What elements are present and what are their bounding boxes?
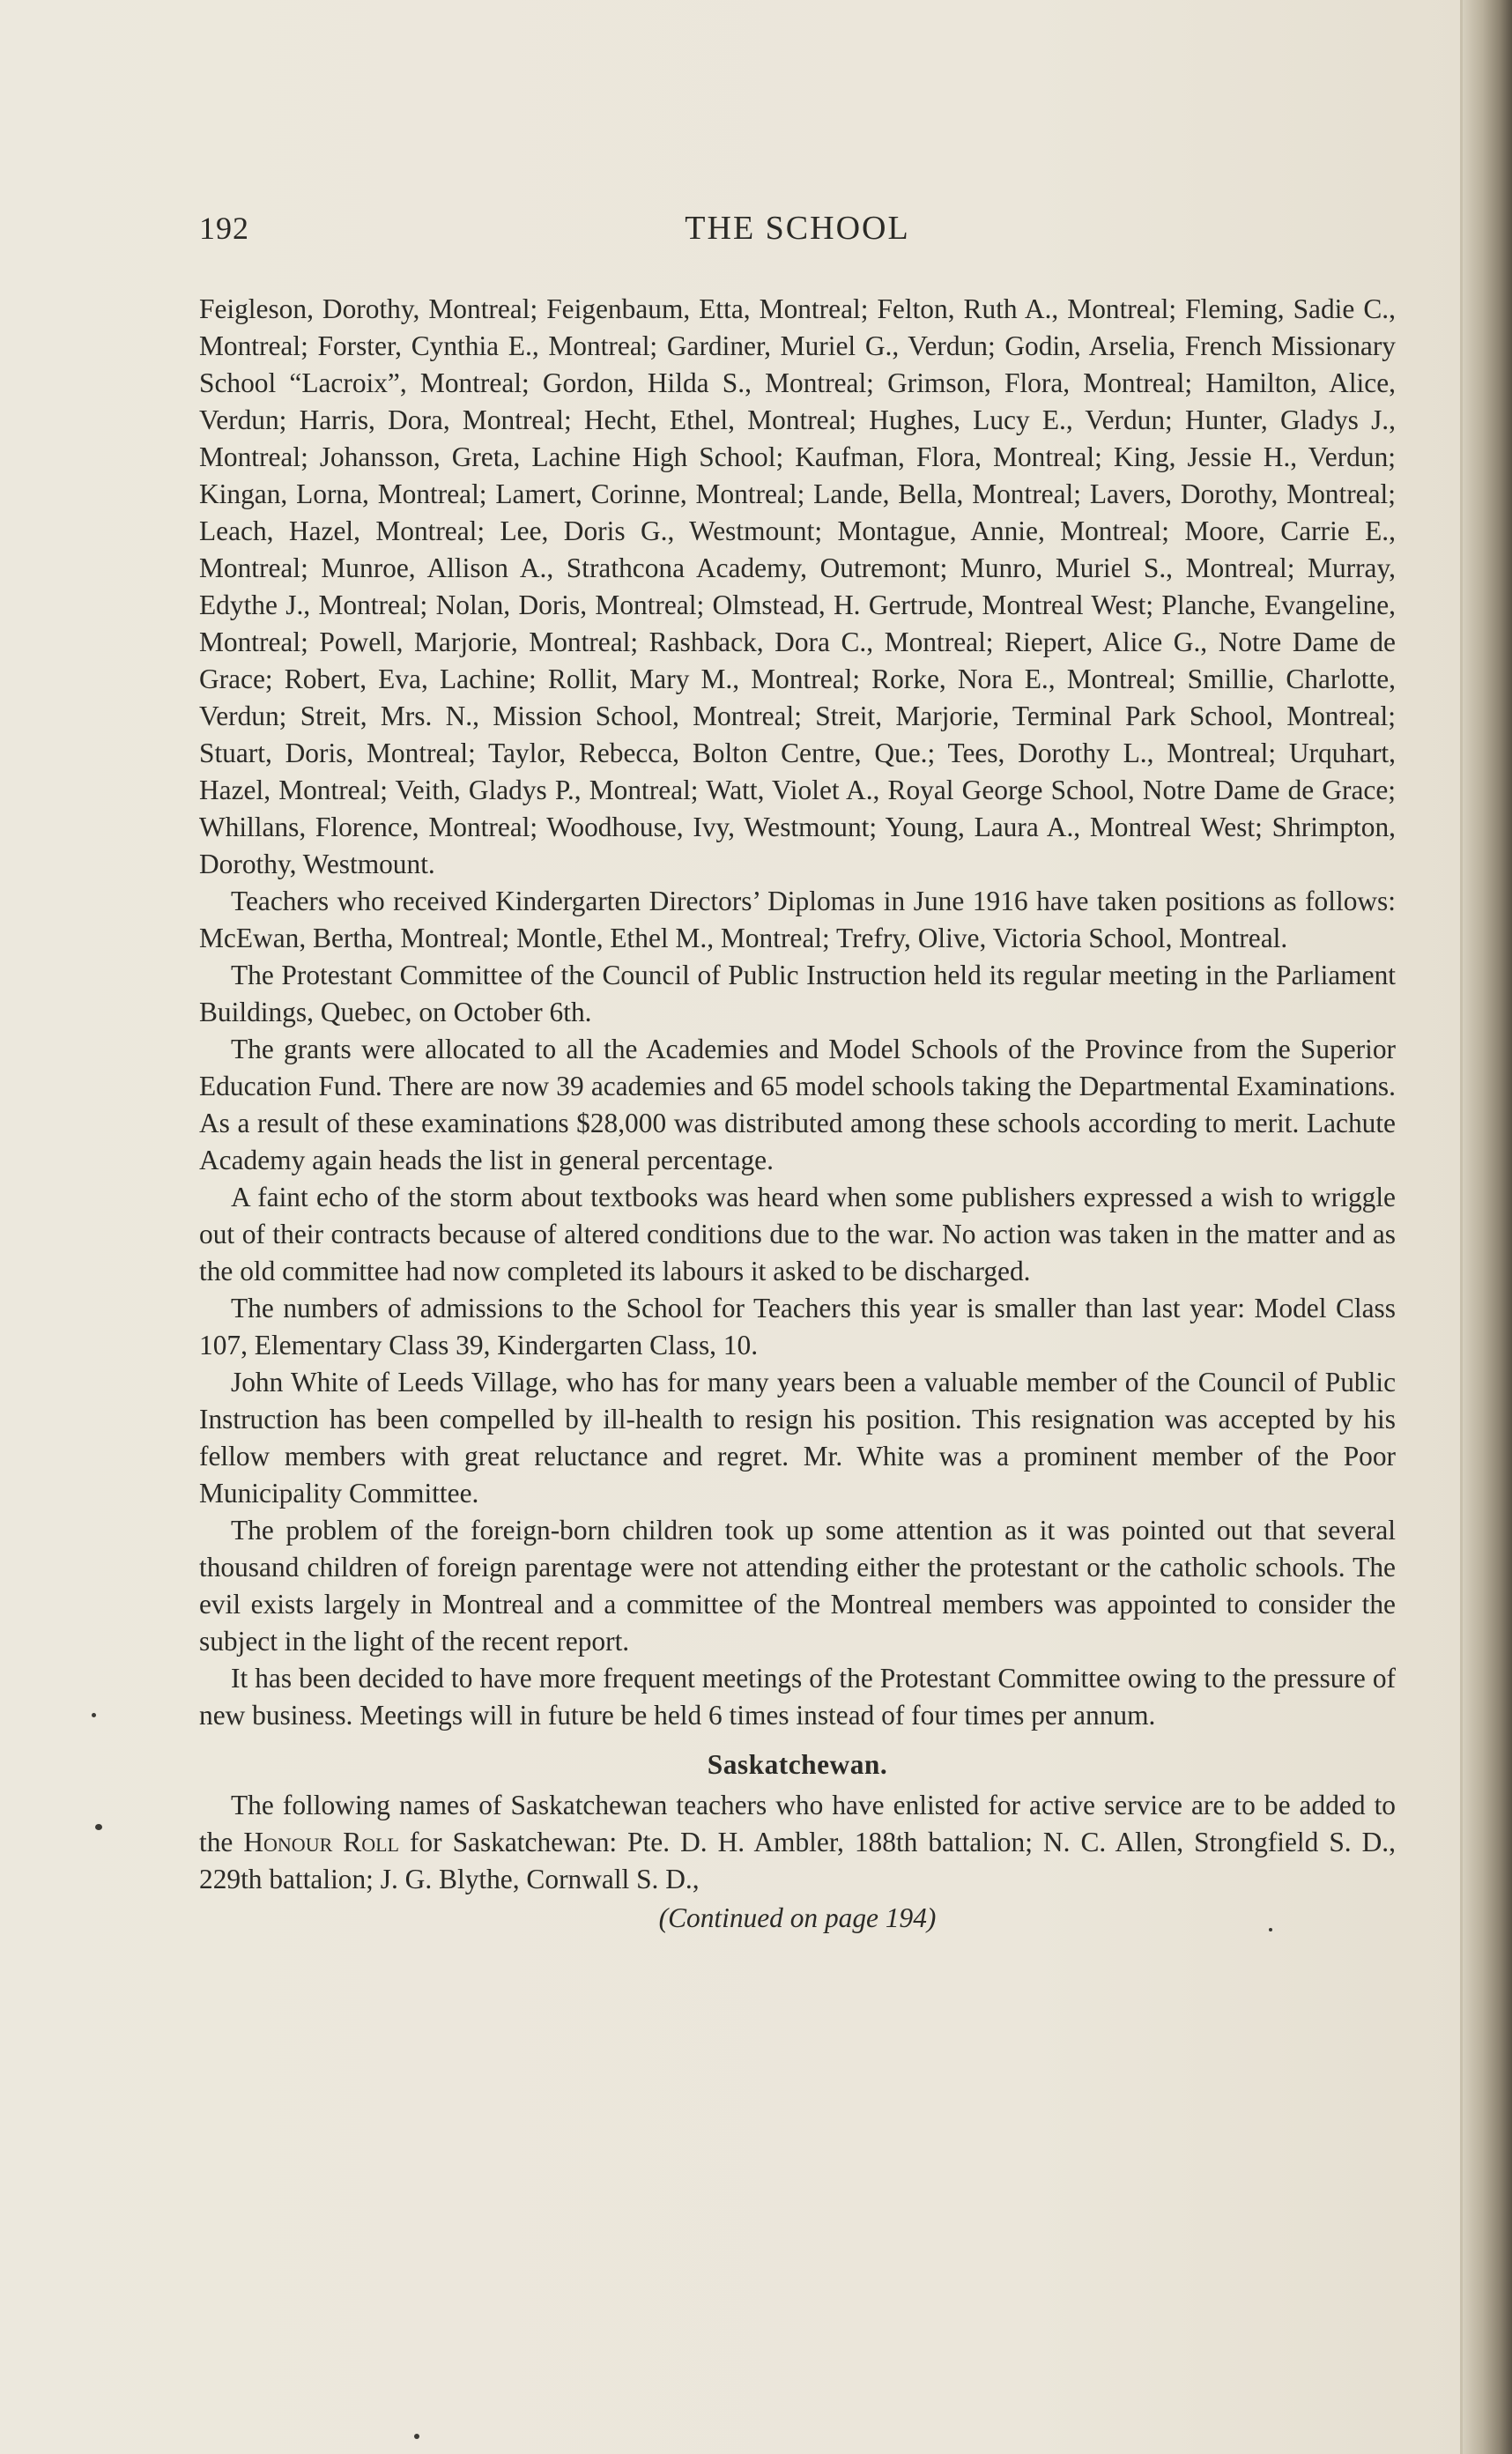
honour-roll-label: Honour Roll <box>243 1827 399 1857</box>
paragraph-meeting-frequency: It has been decided to have more frequent meetings of the Protestant Committee owing to the pressure of new business. Meetings will in future be held 6 times instead of four times per annum. <box>199 1663 1396 1731</box>
paragraph-grants: The grants were allocated to all the Academies and Model Schools of the Province from the Superior Education Fund. There are now 39 academies and 65 model schools taking the Departmental Examinations. As a result of these examinations $28,000 was distributed among these schools according to merit. Lachute Academy again heads the list in general percentage. <box>199 1034 1396 1175</box>
running-title: THE SCHOOL <box>685 210 910 247</box>
paragraph-textbooks: A faint echo of the storm about textbooks was heard when some publishers expressed a wish to wriggle out of their contracts because of altered conditions due to the war. No action was taken in the matter and as the old committee had now completed its labours it asked to be discharged. <box>199 1182 1396 1286</box>
paragraph-protestant-committee: The Protestant Committee of the Council of Public Instruction held its regular meeting in the Parliament Buildings, Quebec, on October 6th. <box>199 960 1396 1027</box>
book-gutter <box>1463 0 1512 2454</box>
paragraph-honour-roll <box>199 1787 1396 1898</box>
paragraph-admissions: The numbers of admissions to the School for Teachers this year is smaller than last year: Model Class 107, Elementary Class 39, Kindergarten Class, 10. <box>199 1293 1396 1360</box>
scan-speck <box>95 1824 102 1830</box>
page-number: 192 <box>199 211 249 246</box>
scan-speck <box>92 1713 96 1717</box>
section-heading-saskatchewan: Saskatchewan. <box>707 1749 888 1780</box>
paragraph-foreign-born-children: The problem of the foreign-born children took up some attention as it was pointed out that several thousand children of foreign parentage were not attending either the protestant or the catholic schools. The evil exists largely in Montreal and a committee of the Montreal members was appointed to consider the subject in the light of the recent report. <box>199 1515 1396 1657</box>
paragraph-john-white: John White of Leeds Village, who has for many years been a valuable member of the Council of Public Instruction has been compelled by ill-health to resign his position. This resignation was accepted by his fellow members with great reluctance and regret. Mr. White was a prominent member of the Poor Municipality Committee. <box>199 1367 1396 1509</box>
continued-note: (Continued on page 194) <box>658 1902 937 1933</box>
page-header <box>199 210 1396 271</box>
paragraph-graduates-list: Feigleson, Dorothy, Montreal; Feigenbaum, Etta, Montreal; Felton, Ruth A., Montreal; Fleming, Sadie C., Montreal; Forster, Cynthia E., Montreal; Gardiner, Muriel G., Verdun; Godin, Arselia, French Missionary School “Lacroix”, Montreal; Gordon, Hilda S., Montreal; Grimson, Flora, Montreal; Hamilton, Alice, Verdun; Harris, Dora, Montreal; Hecht, Ethel, Montreal; Hughes, Lucy E., Verdun; Hunter, Gladys J., Montreal; Johansson, Greta, Lachine High School; Kaufman, Flora, Montreal; King, Jessie H., Verdun; Kingan, Lorna, Montreal; Lamert, Corinne, Montreal; Lande, Bella, Montreal; Lavers, Dorothy, Montreal; Leach, Hazel, Montreal; Lee, Doris G., Westmount; Montague, Annie, Montreal; Moore, Carrie E., Montreal; Munroe, Allison A., Strathcona Academy, Outremont; Munro, Muriel S., Montreal; Murray, Edythe J., Montreal; Nolan, Doris, Montreal; Olmstead, H. Gertrude, Montreal West; Planche, Evangeline, Montreal; Powell, Marjorie, Montreal; Rashback, Dora C., Montreal; Riepert, Alice G., Notre Dame de Grace; Robert, Eva, Lachine; Rollit, Mary M., Montreal; Rorke, Nora E., Montreal; Smillie, Charlotte, Verdun; Streit, Mrs. N., Mission School, Montreal; Streit, Marjorie, Terminal Park School, Montreal; Stuart, Doris, Montreal; Taylor, Rebecca, Bolton Centre, Que.; Tees, Dorothy L., Montreal; Urquhart, Hazel, Montreal; Veith, Gladys P., Montreal; Watt, Violet A., Royal George School, Notre Dame de Grace; Whillans, Florence, Montreal; Woodhouse, Ivy, Westmount; Young, Laura A., Montreal West; Shrimpton, Dorothy, Westmount. <box>199 293 1396 879</box>
honour-roll-intro: The following names of Saskatchewan teachers who have enlisted for active service are to be added to the <box>199 1790 1396 1857</box>
paragraph-kindergarten-directors: Teachers who received Kindergarten Directors’ Diplomas in June 1916 have taken positions as follows: McEwan, Bertha, Montreal; Montle, Ethel M., Montreal; Trefry, Olive, Victoria School, Montreal. <box>199 886 1396 953</box>
scan-speck <box>414 2434 419 2439</box>
honour-roll-names: for Saskatchewan: Pte. D. H. Ambler, 188th battalion; N. C. Allen, Strongfield S. D., 229th battalion; J. G. Blythe, Cornwall S. D., <box>199 1827 1397 1894</box>
article-body <box>199 210 1396 1937</box>
